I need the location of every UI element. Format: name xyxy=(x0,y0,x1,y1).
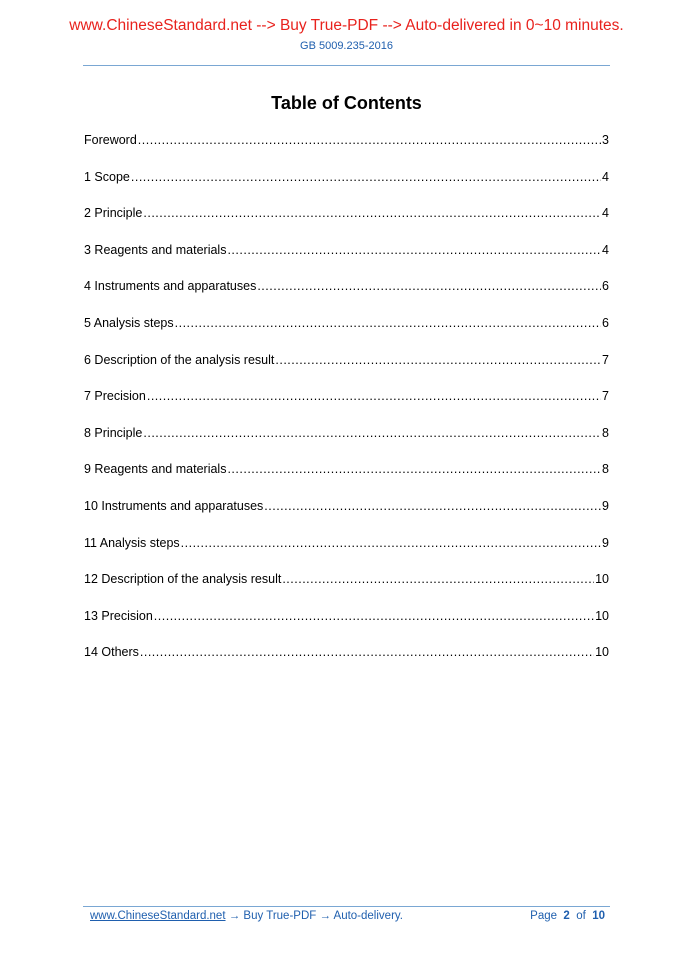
toc-entry-page: 10 xyxy=(595,645,609,660)
footer-tagline: → Buy True-PDF → Auto-delivery. xyxy=(225,910,403,922)
toc-entry-4[interactable] xyxy=(84,279,609,316)
dot-leader xyxy=(227,462,601,476)
toc-entry-label: 2 Principle xyxy=(84,206,143,221)
toc-entry-1[interactable] xyxy=(84,170,609,207)
page-word: Page xyxy=(530,910,558,922)
toc-entry-page: 6 xyxy=(602,315,609,330)
toc-entry-page: 4 xyxy=(602,242,609,257)
dot-leader xyxy=(275,353,601,367)
toc-entry-label: 1 Scope xyxy=(84,169,130,184)
toc-entry-2[interactable] xyxy=(84,206,609,243)
toc-entry-label: 11 Analysis steps xyxy=(84,535,180,550)
toc-entry-page: 3 xyxy=(602,133,609,147)
toc-entry-label: 5 Analysis steps xyxy=(84,315,174,330)
total-pages-number: 10 xyxy=(592,910,605,922)
toc-entry-page: 8 xyxy=(602,425,609,440)
dot-leader xyxy=(143,206,601,220)
of-word: of xyxy=(576,910,586,922)
dot-leader xyxy=(175,316,601,330)
toc-entry-label: 9 Reagents and materials xyxy=(84,462,227,477)
dot-leader xyxy=(264,499,601,513)
toc-entry-page: 8 xyxy=(602,462,609,477)
dot-leader xyxy=(131,170,601,184)
page-indicator xyxy=(530,910,605,922)
dot-leader xyxy=(227,243,601,257)
toc-entry-label: 4 Instruments and apparatuses xyxy=(84,279,257,294)
footer-website-link[interactable]: www.ChineseStandard.net xyxy=(90,910,226,922)
table-of-contents xyxy=(84,133,609,682)
toc-entry-13[interactable] xyxy=(84,609,609,646)
dot-leader xyxy=(154,609,594,623)
header-divider xyxy=(83,65,610,66)
header-banner: www.ChineseStandard.net --> Buy True-PDF --> Auto-delivered in 0~10 minutes. xyxy=(69,17,624,34)
current-page-number: 2 xyxy=(563,910,570,922)
document-code: GB 5009.235-2016 xyxy=(300,40,393,52)
dot-leader xyxy=(138,133,601,147)
toc-entry-page: 4 xyxy=(602,169,609,184)
toc-entry-label: 7 Precision xyxy=(84,389,146,404)
toc-entry-12[interactable] xyxy=(84,572,609,609)
toc-entry-label: 6 Description of the analysis result xyxy=(84,352,275,367)
dot-leader xyxy=(257,279,601,293)
toc-entry-page: 7 xyxy=(602,352,609,367)
toc-entry-foreword[interactable] xyxy=(84,133,609,170)
toc-entry-page: 10 xyxy=(595,572,609,587)
toc-entry-10[interactable] xyxy=(84,499,609,536)
toc-entry-page: 9 xyxy=(602,535,609,550)
toc-entry-7[interactable] xyxy=(84,389,609,426)
toc-title: Table of Contents xyxy=(271,93,422,113)
toc-entry-14[interactable] xyxy=(84,645,609,682)
page-footer xyxy=(90,910,605,922)
toc-entry-5[interactable] xyxy=(84,316,609,353)
footer-divider xyxy=(83,906,610,907)
toc-entry-label: 13 Precision xyxy=(84,608,153,623)
toc-entry-9[interactable] xyxy=(84,462,609,499)
toc-entry-page: 6 xyxy=(602,279,609,294)
dot-leader xyxy=(181,536,601,550)
dot-leader xyxy=(140,645,594,659)
toc-entry-label: 3 Reagents and materials xyxy=(84,242,227,257)
dot-leader xyxy=(282,572,594,586)
dot-leader xyxy=(147,389,601,403)
toc-entry-label: 12 Description of the analysis result xyxy=(84,572,282,587)
toc-entry-8[interactable] xyxy=(84,426,609,463)
toc-entry-page: 7 xyxy=(602,389,609,404)
toc-entry-label: 14 Others xyxy=(84,645,139,660)
toc-entry-11[interactable] xyxy=(84,536,609,573)
toc-entry-page: 9 xyxy=(602,498,609,513)
toc-entry-6[interactable] xyxy=(84,353,609,390)
dot-leader xyxy=(143,426,601,440)
toc-entry-label: Foreword xyxy=(84,133,137,147)
toc-entry-3[interactable] xyxy=(84,243,609,280)
toc-entry-label: 8 Principle xyxy=(84,425,143,440)
toc-entry-label: 10 Instruments and apparatuses xyxy=(84,498,264,513)
toc-entry-page: 4 xyxy=(602,206,609,221)
toc-entry-page: 10 xyxy=(595,608,609,623)
